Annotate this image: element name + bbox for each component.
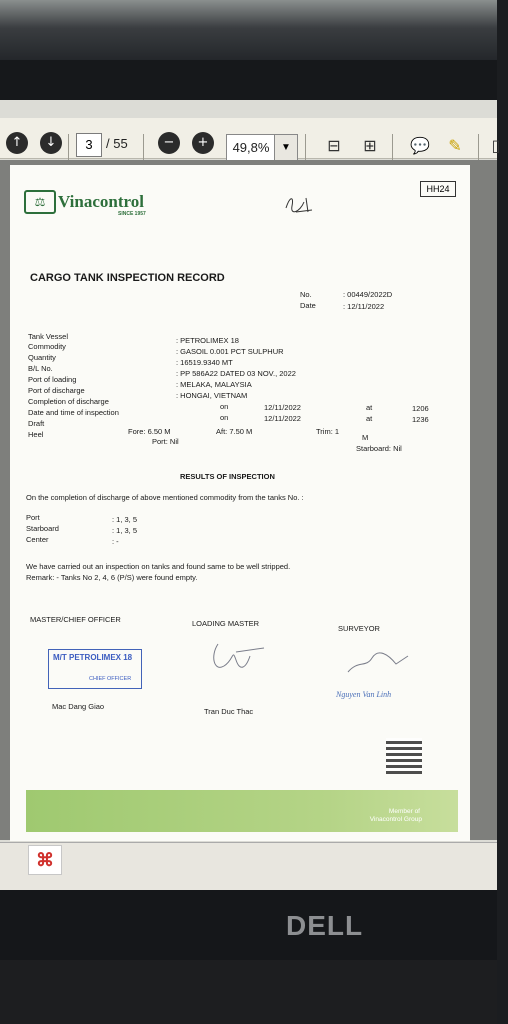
at-label: at [366, 403, 373, 412]
no-label: No. [300, 290, 312, 299]
highlight-icon[interactable]: ✎ [448, 136, 462, 155]
reference-code: HH24 [420, 181, 456, 197]
at-label: at [366, 414, 373, 423]
stamp-subtext: CHIEF OFFICER [89, 676, 132, 682]
tank-label: Center [26, 535, 49, 544]
tank-value: : 1, 3, 5 [112, 526, 138, 535]
footer-member: Member of [388, 808, 420, 815]
heel-starboard: Starboard: Nil [356, 444, 402, 453]
signature-loading-label: LOADING MASTER [192, 619, 260, 628]
zoom-input[interactable]: 49,8% [226, 134, 276, 162]
ship-stamp [48, 649, 142, 689]
draft-fore: Fore: 6.50 M [128, 427, 171, 436]
comment-icon[interactable]: 💬 [410, 136, 430, 155]
results-title: RESULTS OF INSPECTION [180, 472, 275, 481]
company-since: SINCE 1957 [118, 211, 146, 217]
monitor-stand-area [0, 960, 497, 1024]
tank-label: Starboard [26, 524, 59, 533]
completion-time: 1206 [412, 404, 429, 413]
field-label: B/L No. [28, 364, 53, 373]
on-label: on [220, 413, 229, 422]
field-label: Commodity [28, 342, 66, 351]
field-value: : PETROLIMEX 18 [176, 336, 239, 345]
field-label: Completion of discharge [28, 397, 109, 406]
surveyor-signature [344, 648, 414, 678]
page-total: / 55 [106, 136, 128, 151]
date-label: Date [300, 301, 316, 310]
company-name: Vinacontrol [58, 192, 144, 211]
field-label: Port of discharge [28, 386, 85, 395]
field-label: Heel [28, 430, 44, 439]
field-label: Draft [28, 419, 45, 428]
tank-value: : - [112, 537, 119, 546]
pdf-app-icon[interactable]: ⌘ [28, 845, 62, 875]
page-number-input[interactable]: 3 [76, 133, 102, 157]
more-tools-icon[interactable]: ▯ [491, 136, 501, 155]
field-label: Quantity [28, 353, 56, 362]
remark: Remark: - Tanks No 2, 4, 6 (P/S) were found empty. [26, 573, 198, 582]
divider [305, 134, 306, 160]
results-intro: On the completion of discharge of above mentioned commodity from the tanks No. : [26, 493, 304, 502]
field-value: : GASOIL 0.001 PCT SULPHUR [176, 347, 284, 356]
document-title: CARGO TANK INSPECTION RECORD [30, 272, 225, 284]
taskbar-strip [0, 842, 497, 891]
completion-date: 12/11/2022 [264, 403, 301, 412]
monitor-bezel-top [0, 60, 497, 105]
date-value: : 12/11/2022 [343, 302, 385, 311]
trim-unit: M [362, 433, 369, 442]
master-name: Mac Dang Giao [52, 702, 105, 711]
on-label: on [220, 402, 229, 411]
handwritten-initial-signature [282, 192, 318, 218]
footer-group: Vinacontrol Group [369, 816, 422, 823]
field-value: : HONGAI, VIETNAM [176, 391, 248, 400]
surveyor-name: Nguyen Van Linh [336, 690, 392, 699]
up-arrow-icon[interactable]: ↑ [6, 132, 28, 154]
signature-master-label: MASTER/CHIEF OFFICER [30, 615, 121, 624]
stamp-text: M/T PETROLIMEX 18 [53, 653, 133, 662]
field-label: Tank Vessel [28, 332, 69, 341]
no-value: : 00449/2022D [343, 290, 393, 299]
zoom-out-icon[interactable]: − [158, 132, 180, 154]
divider [392, 134, 393, 160]
fit-page-icon[interactable]: ⊞ [363, 136, 377, 155]
field-label: Date and time of inspection [28, 408, 119, 417]
monitor-bezel-bottom [0, 890, 497, 960]
zoom-dropdown-chevron-icon[interactable]: ▼ [274, 134, 298, 162]
field-value: : PP 586A22 DATED 03 NOV., 2022 [176, 369, 296, 378]
tank-value: : 1, 3, 5 [112, 515, 138, 524]
divider [143, 134, 144, 160]
tank-label: Port [26, 513, 40, 522]
monitor-brand-logo: DELL [286, 910, 364, 941]
divider [478, 134, 479, 160]
inspection-statement: We have carried out an inspection on tanks and found same to be well stripped. [26, 562, 291, 571]
divider [68, 134, 69, 160]
zoom-in-icon[interactable]: + [192, 132, 214, 154]
loading-master-signature [206, 638, 270, 678]
inspection-time: 1236 [412, 415, 429, 424]
vinacontrol-logo-icon: ⚖ [24, 190, 56, 214]
field-label: Port of loading [28, 375, 77, 384]
down-arrow-icon[interactable]: ↓ [40, 132, 62, 154]
inspection-date: 12/11/2022 [264, 414, 301, 423]
draft-aft: Aft: 7.50 M [216, 427, 253, 436]
field-value: : MELAKA, MALAYSIA [176, 380, 252, 389]
fit-width-icon[interactable]: ⊟ [327, 136, 341, 155]
loading-master-name: Tran Duc Thac [204, 707, 254, 716]
draft-trim: Trim: 1 [316, 427, 340, 436]
signature-surveyor-label: SURVEYOR [338, 624, 380, 633]
qr-code [386, 738, 422, 774]
footer-band [26, 790, 458, 832]
heel-port: Port: Nil [152, 437, 179, 446]
field-value: : 16519.9340 MT [176, 358, 233, 367]
